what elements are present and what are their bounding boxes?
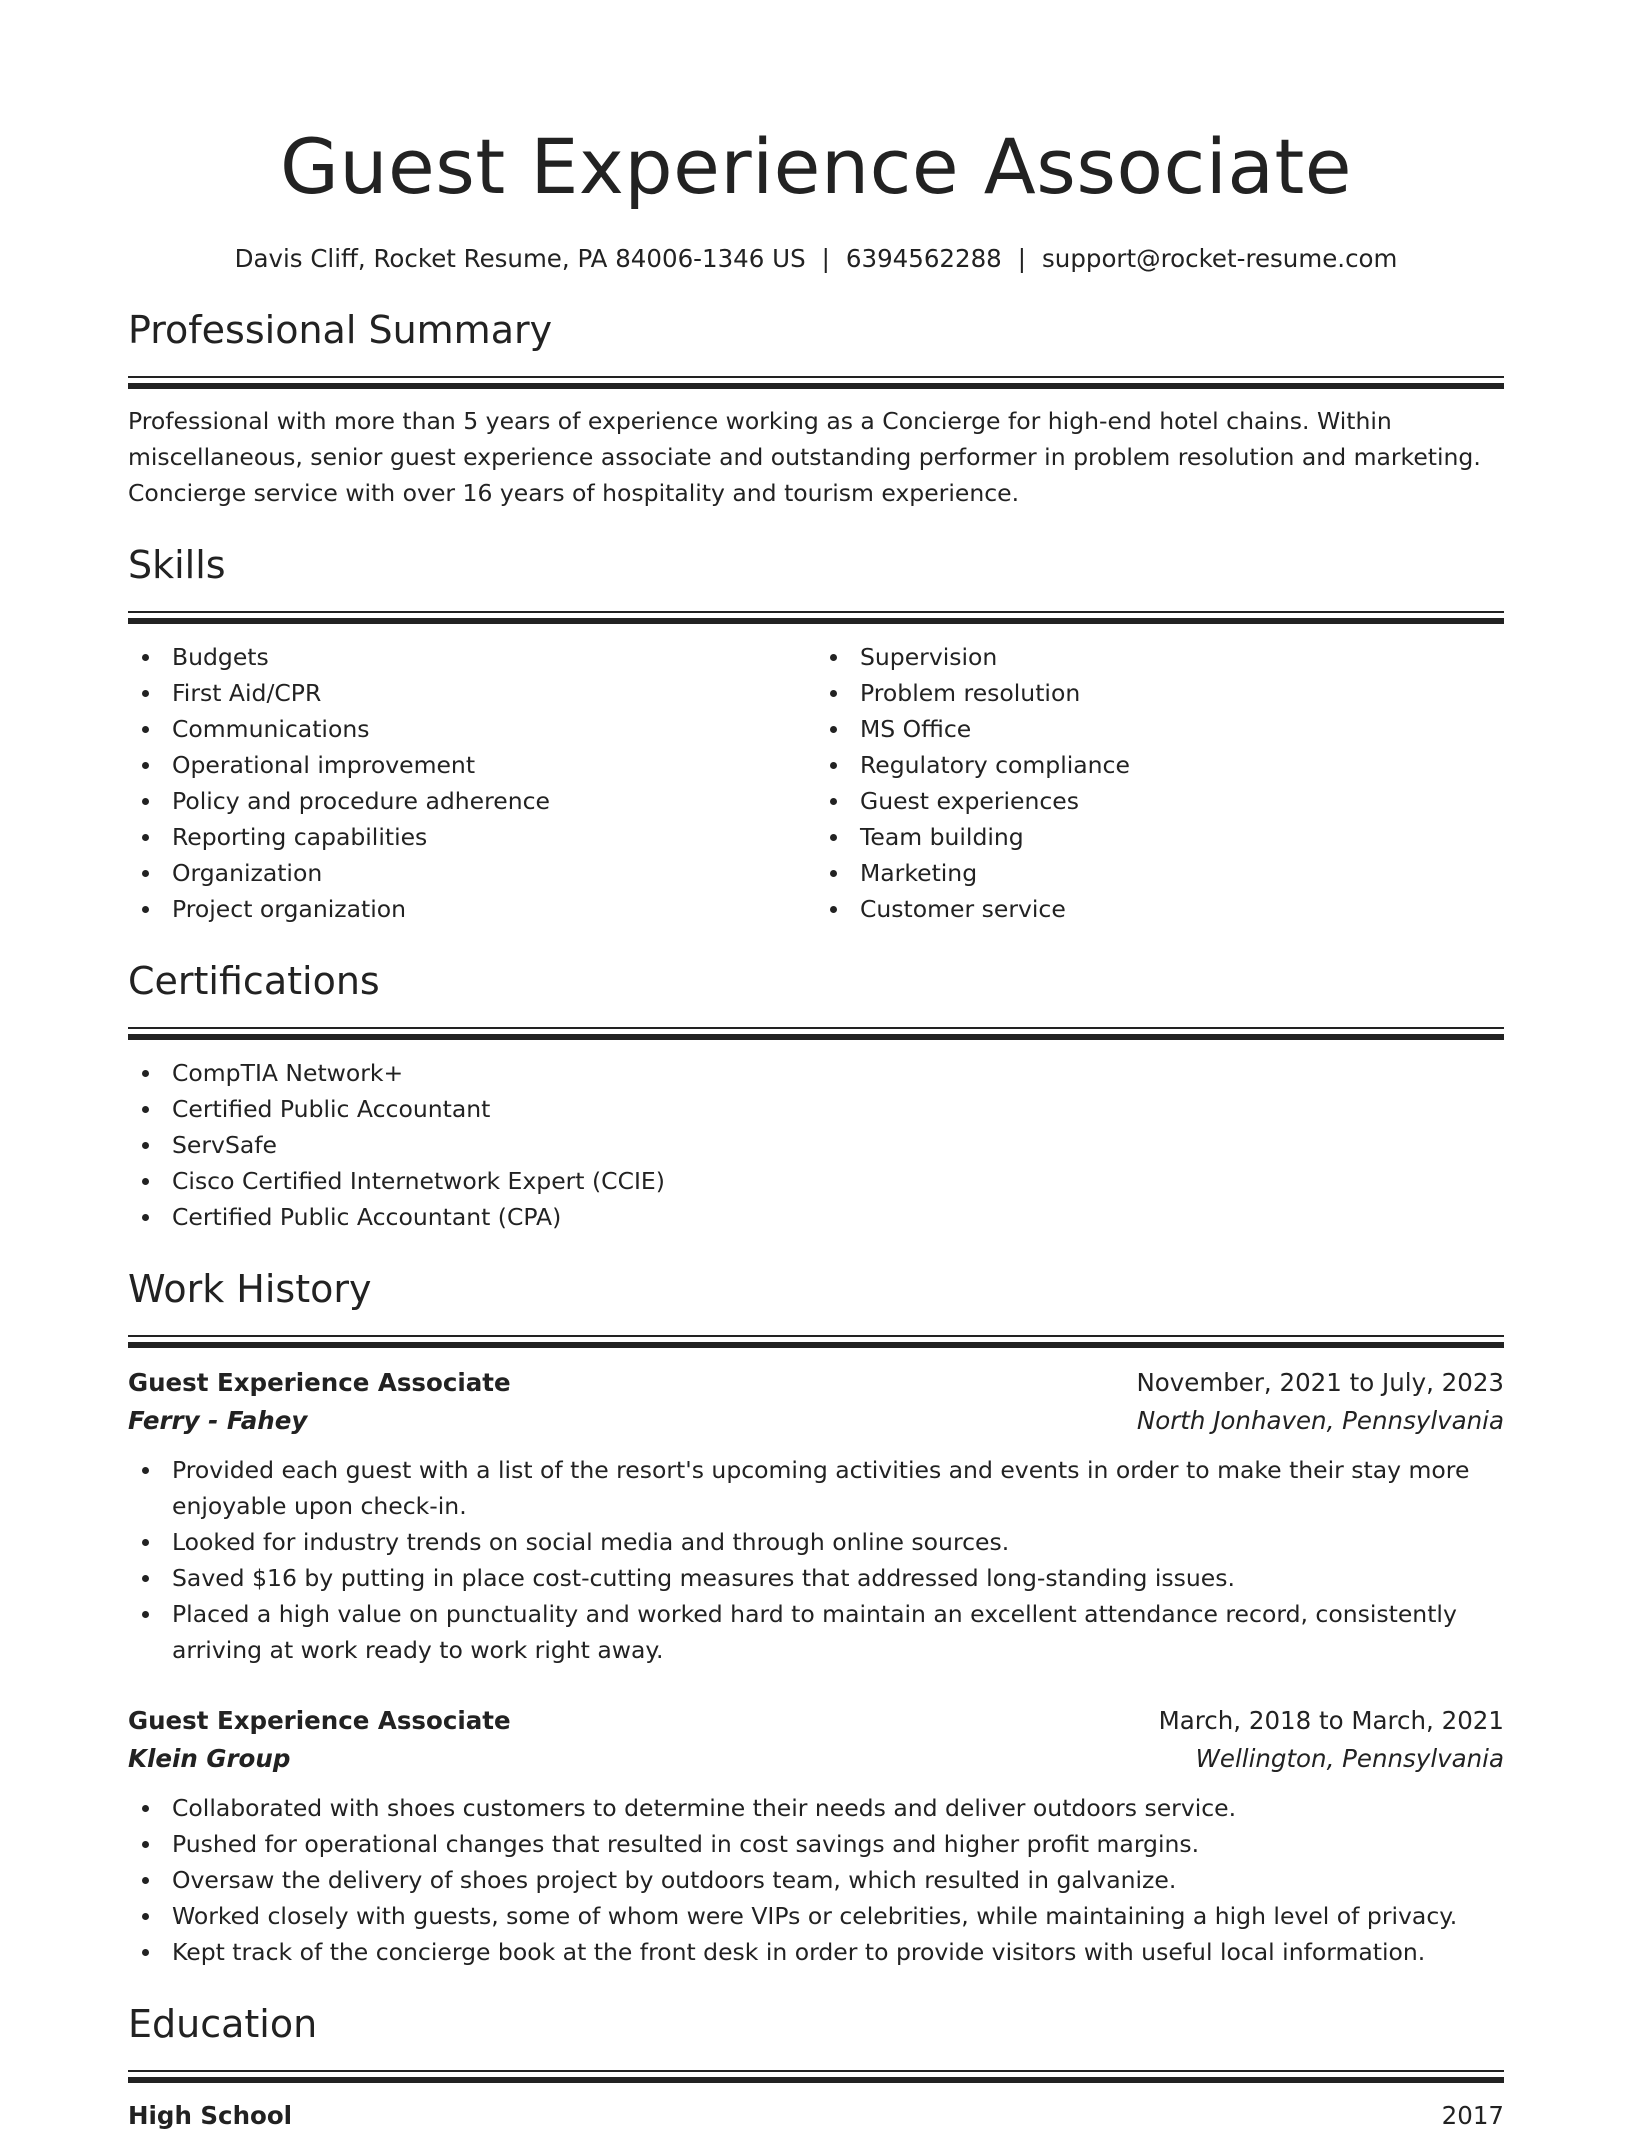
job-title: Guest Experience Associate (128, 1706, 511, 1735)
job-duty: Pushed for operational changes that resulted in cost savings and higher profit margins. (128, 1826, 1504, 1862)
job-entry (128, 1364, 1504, 1668)
job-duty: Saved $16 by putting in place cost-cutting measures that addressed long-standing issues. (128, 1560, 1504, 1596)
job-duty: Placed a high value on punctuality and worked hard to maintain an excellent attendance record, consistently arriving at work ready to work right away. (128, 1596, 1504, 1668)
skill-item: Communications (128, 711, 816, 747)
job-dates: November, 2021 to July, 2023 (1136, 1368, 1504, 1397)
skill-item: Regulatory compliance (816, 747, 1504, 783)
education-year: 2017 (1441, 2101, 1504, 2130)
section-title: Skills (128, 543, 226, 587)
certification-item: CompTIA Network+ (128, 1055, 1504, 1091)
section-divider (128, 1335, 1504, 1348)
skills-section (128, 541, 1504, 927)
skill-item: Organization (128, 855, 816, 891)
job-header (128, 1364, 1504, 1402)
contact-line (128, 242, 1504, 276)
skill-item: Problem resolution (816, 675, 1504, 711)
job-title: Guest Experience Associate (128, 1368, 511, 1397)
skill-item: Customer service (816, 891, 1504, 927)
job-entry (128, 1702, 1504, 1970)
job-duty: Oversaw the delivery of shoes project by outdoors team, which resulted in galvanize. (128, 1862, 1504, 1898)
skill-item: Budgets (128, 639, 816, 675)
certifications-section (128, 957, 1504, 1235)
skill-item: Policy and procedure adherence (128, 783, 816, 819)
certification-item: ServSafe (128, 1127, 1504, 1163)
skill-item: Operational improvement (128, 747, 816, 783)
contact-address: Davis Cliff, Rocket Resume, PA 84006-1346 US (234, 244, 806, 273)
job-location: Wellington, Pennsylvania (1195, 1744, 1504, 1773)
job-company: Klein Group (128, 1744, 291, 1773)
job-duty: Worked closely with guests, some of whom were VIPs or celebrities, while maintaining a high level of privacy. (128, 1898, 1504, 1934)
section-divider (128, 1027, 1504, 1040)
contact-separator: | (1017, 244, 1027, 273)
contact-phone: 6394562288 (845, 244, 1002, 273)
job-company: Ferry - Fahey (128, 1406, 308, 1435)
skills-list-left (128, 639, 816, 927)
job-duty: Collaborated with shoes customers to determine their needs and deliver outdoors service. (128, 1790, 1504, 1826)
job-duties (128, 1790, 1504, 1970)
skill-item: Reporting capabilities (128, 819, 816, 855)
job-duties (128, 1452, 1504, 1668)
section-divider (128, 2070, 1504, 2083)
summary-text: Professional with more than 5 years of experience working as a Concierge for high-end hotel chains. Within miscellaneous, senior guest experience associate and outstanding performer in problem resolution and marketing. Concierge service with over 16 years of hospitality and tourism experience. (128, 407, 1481, 507)
summary-section (128, 306, 1504, 511)
education-section (128, 2000, 1504, 2135)
skills-grid (128, 624, 1504, 927)
education-degree: High School (128, 2101, 293, 2130)
certification-item: Certified Public Accountant (128, 1091, 1504, 1127)
skill-item: Guest experiences (816, 783, 1504, 819)
contact-separator: | (821, 244, 830, 273)
section-title: Certifications (128, 959, 380, 1003)
skills-list-right (816, 639, 1504, 927)
job-dates: March, 2018 to March, 2021 (1158, 1706, 1504, 1735)
job-location: North Jonhaven, Pennsylvania (1136, 1406, 1504, 1435)
job-duty: Kept track of the concierge book at the front desk in order to provide visitors with useful local information. (128, 1934, 1504, 1970)
skill-item: Supervision (816, 639, 1504, 675)
job-subheader (128, 1402, 1504, 1440)
skill-item: First Aid/CPR (128, 675, 816, 711)
section-title: Professional Summary (128, 308, 553, 352)
skill-item: MS Office (816, 711, 1504, 747)
skill-item: Marketing (816, 855, 1504, 891)
job-duty: Looked for industry trends on social media and through online sources. (128, 1524, 1504, 1560)
job-duty: Provided each guest with a list of the resort's upcoming activities and events in order to make their stay more enjoyable upon check-in. (128, 1452, 1504, 1524)
resume-name: Guest Experience Associate (279, 122, 1353, 211)
job-header (128, 1702, 1504, 1740)
certification-item: Cisco Certified Internetwork Expert (CCIE) (128, 1163, 1504, 1199)
section-divider (128, 376, 1504, 389)
work-history-section (128, 1265, 1504, 1970)
section-divider (128, 611, 1504, 624)
contact-email: support@rocket-resume.com (1042, 244, 1398, 273)
skill-item: Team building (816, 819, 1504, 855)
section-title: Work History (128, 1267, 372, 1311)
education-entry (128, 2097, 1504, 2135)
job-subheader (128, 1740, 1504, 1778)
skill-item: Project organization (128, 891, 816, 927)
certifications-list (128, 1055, 1504, 1235)
certification-item: Certified Public Accountant (CPA) (128, 1199, 1504, 1235)
section-title: Education (128, 2002, 318, 2046)
